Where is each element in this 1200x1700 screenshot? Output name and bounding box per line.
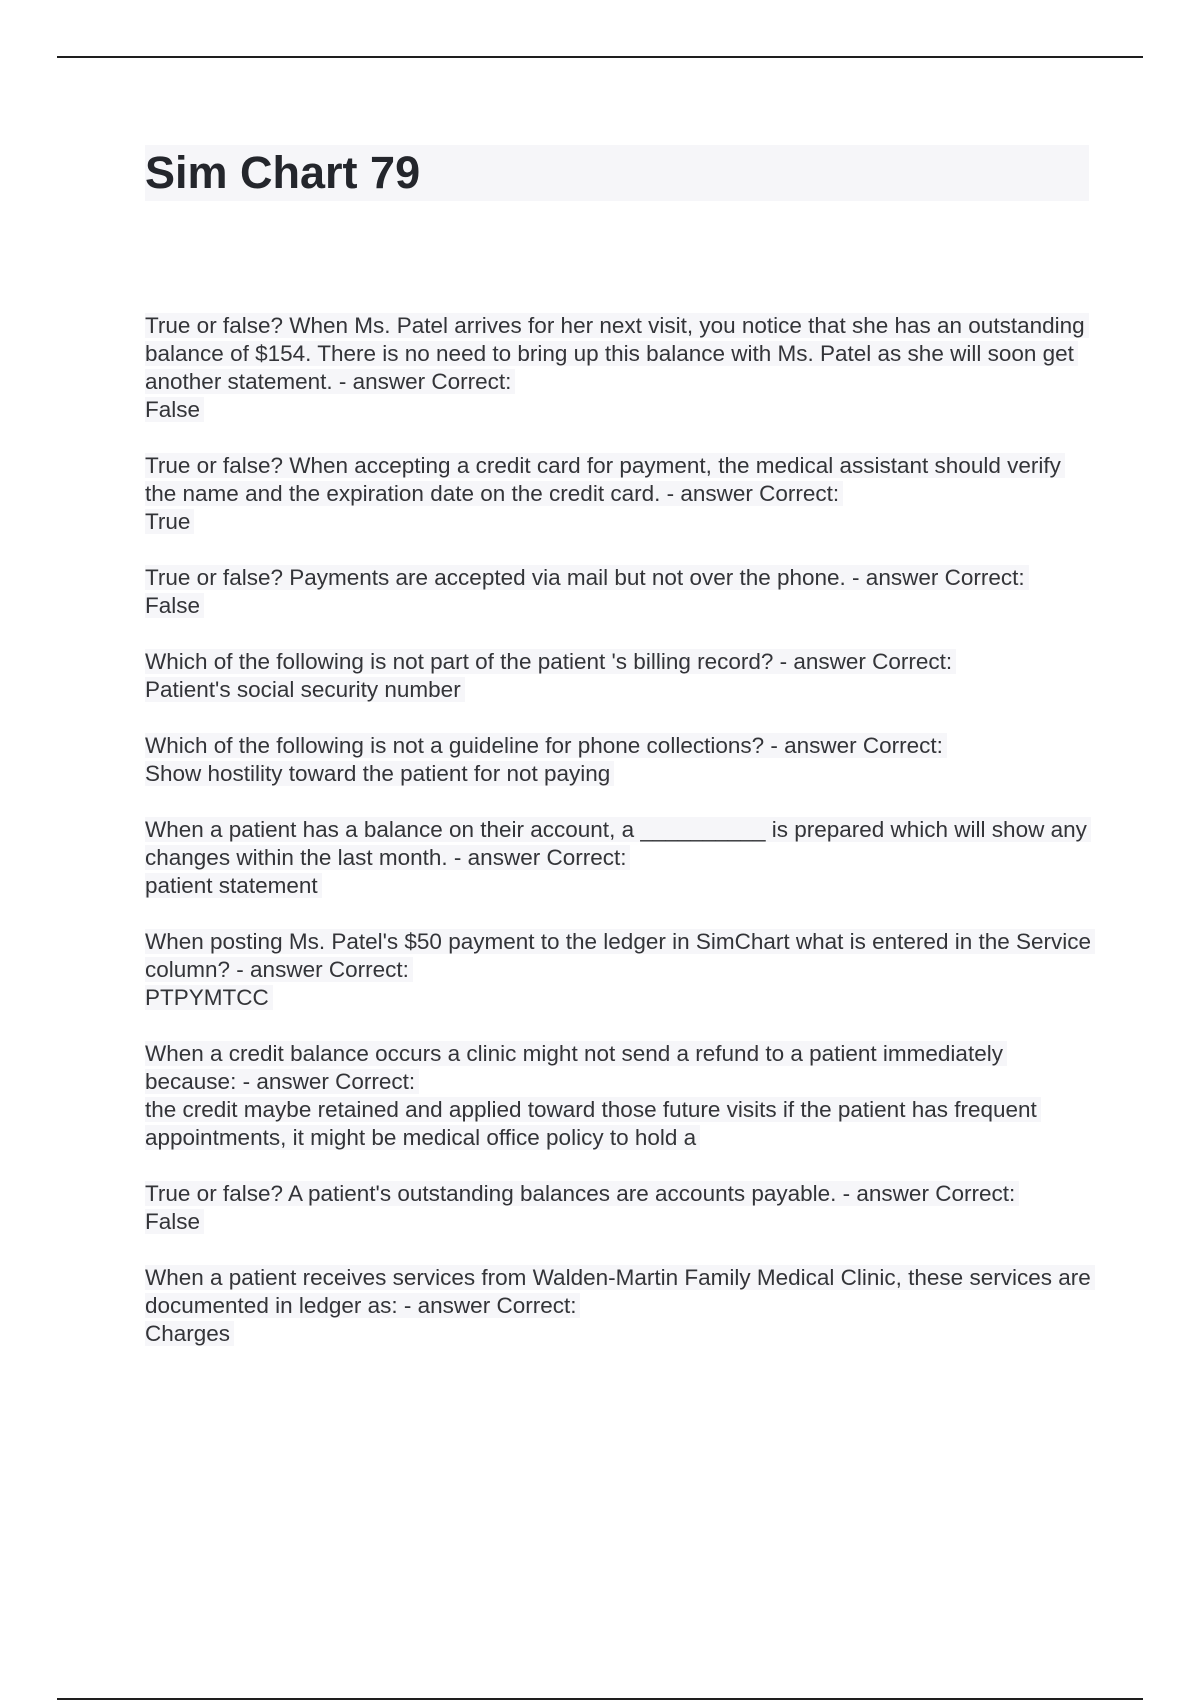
answer-text: patient statement (145, 873, 322, 898)
question-text: Which of the following is not part of the patient 's billing record? - answer Correct: (145, 649, 956, 674)
qa-list (145, 312, 1095, 1376)
qa-item (145, 1040, 1095, 1152)
question-text: When posting Ms. Patel's $50 payment to the ledger in SimChart what is entered in the Service column? - answer Correct: (145, 929, 1095, 982)
qa-item (145, 1264, 1095, 1348)
qa-item (145, 564, 1095, 620)
qa-item (145, 1180, 1095, 1236)
question-text: True or false? When accepting a credit card for payment, the medical assistant should verify the name and the expiration date on the credit card. - answer Correct: (145, 453, 1065, 506)
answer-text: Show hostility toward the patient for not paying (145, 761, 614, 786)
question-text: When a patient receives services from Walden-Martin Family Medical Clinic, these services are documented in ledger as: - answer Correct: (145, 1265, 1095, 1318)
question-text: When a credit balance occurs a clinic might not send a refund to a patient immediately because: - answer Correct: (145, 1041, 1007, 1094)
question-text: When a patient has a balance on their account, a __________ is prepared which will show any changes within the last month. - answer Correct: (145, 817, 1091, 870)
answer-text: Patient's social security number (145, 677, 465, 702)
answer-text: False (145, 1209, 204, 1234)
answer-text: False (145, 593, 204, 618)
question-text: Which of the following is not a guideline for phone collections? - answer Correct: (145, 733, 947, 758)
top-rule (57, 56, 1143, 58)
qa-item (145, 648, 1095, 704)
question-text: True or false? A patient's outstanding balances are accounts payable. - answer Correct: (145, 1181, 1019, 1206)
question-text: True or false? When Ms. Patel arrives for her next visit, you notice that she has an outstanding balance of $154. There is no need to bring up this balance with Ms. Patel as she will soon get another statement. - answer Correct: (145, 313, 1089, 394)
answer-text: True (145, 509, 194, 534)
answer-text: PTPYMTCC (145, 985, 273, 1010)
page-title: Sim Chart 79 (145, 147, 421, 198)
question-text: True or false? Payments are accepted via mail but not over the phone. - answer Correct: (145, 565, 1029, 590)
answer-text: the credit maybe retained and applied toward those future visits if the patient has frequent appointments, it might be medical office policy to hold a (145, 1097, 1041, 1150)
qa-item (145, 928, 1095, 1012)
qa-item (145, 312, 1095, 424)
qa-item (145, 452, 1095, 536)
qa-item (145, 732, 1095, 788)
qa-item (145, 816, 1095, 900)
answer-text: False (145, 397, 204, 422)
answer-text: Charges (145, 1321, 234, 1346)
